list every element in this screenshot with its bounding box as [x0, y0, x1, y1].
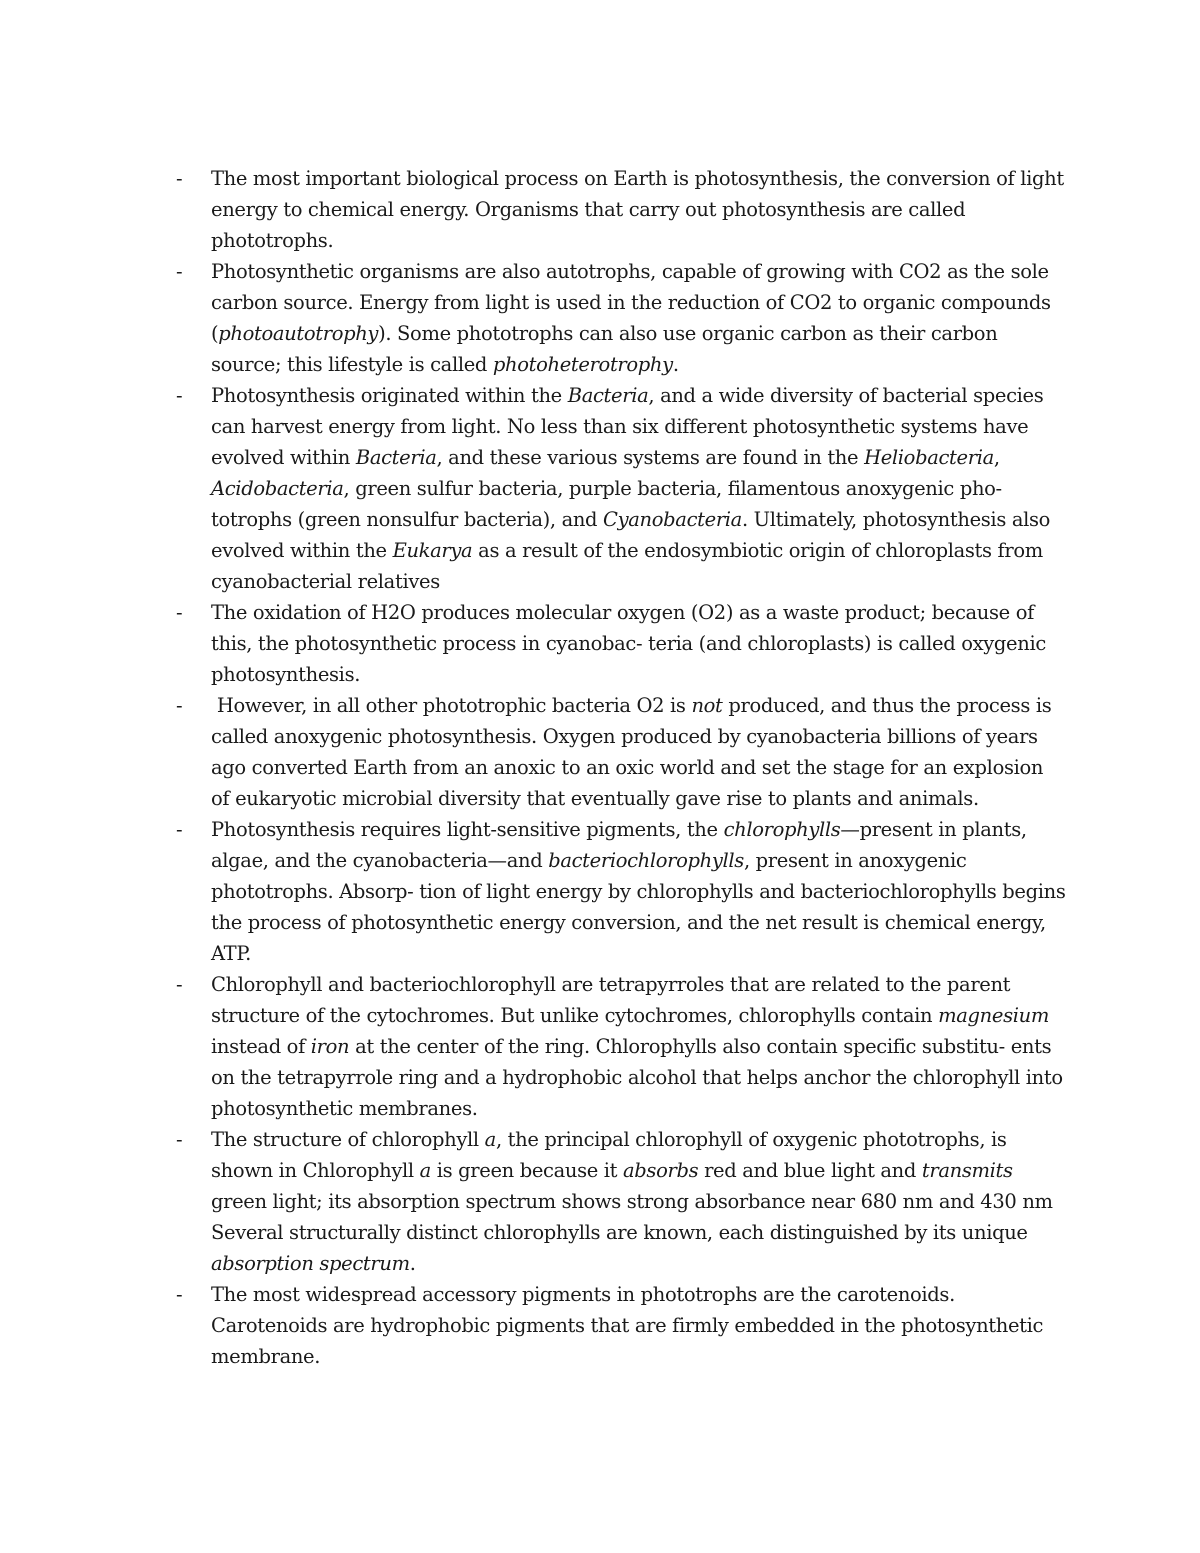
body-text: at the center of the ring. Chlorophylls also contain specific substitu- ents on the tetrapyrrole ring and a hydrophobic alcohol that helps anchor the chlorophyll into photosynthetic membranes. [211, 1035, 1069, 1120]
list-item [176, 1124, 1066, 1279]
body-text: . [672, 353, 679, 376]
bullet-dash: - [176, 818, 183, 841]
list-item [176, 380, 1066, 597]
italic-text: Cyanobacteria [603, 508, 742, 531]
list-item [176, 597, 1066, 690]
bullet-dash: - [176, 601, 183, 624]
italic-text: Bacteria [355, 446, 437, 469]
italic-text: transmits [921, 1159, 1013, 1182]
body-text: , [993, 446, 1006, 469]
body-text: Photosynthetic organisms are also autotrophs, capable of growing with CO2 as the sole carbon source. Energy from light is used in the reduction of CO2 to organic compounds ( [211, 260, 1057, 345]
body-text: . [409, 1252, 416, 1275]
body-text: , and these various systems are found in the [436, 446, 865, 469]
italic-text: iron [310, 1035, 350, 1058]
body-text: , the principal chlorophyll of oxygenic phototrophs, is shown in Chlorophyll [211, 1128, 1013, 1182]
list-item [176, 1279, 1066, 1372]
italic-text: absorbs [623, 1159, 699, 1182]
body-text: Photosynthesis requires light-sensitive pigments, the [211, 818, 724, 841]
body-text: is green because it [430, 1159, 624, 1182]
body-text: instead of [211, 1004, 1055, 1058]
italic-text: a [484, 1128, 496, 1151]
body-text: The most important biological process on Earth is photosynthesis, the conversion of light energy to chemical energy. Organisms that carry out photosynthesis are called phototrophs. [211, 167, 1070, 252]
list-item [176, 690, 1066, 814]
bullet-dash: - [176, 260, 183, 283]
italic-text: photoautotrophy [218, 322, 379, 345]
italic-text: Bacteria [567, 384, 649, 407]
bullet-dash: - [176, 384, 183, 407]
bullet-dash: - [176, 694, 183, 717]
body-text: , and a wide diversity of bacterial species can harvest energy from light. No less than six different photosynthetic systems have evolved within [211, 384, 1050, 469]
body-text: —present in plants, algae, and the cyanobacteria—and [211, 818, 1033, 872]
italic-text: Heliobacteria [864, 446, 994, 469]
body-text: produced, and thus the process is called anoxygenic photosynthesis. Oxygen produced by cyanobacteria billions of years ago converted Earth from an anoxic to an oxic world and set the stage for an explosion of eukaryotic microbial diversity that eventually gave rise to plants and animals. [211, 694, 1058, 810]
list-item [176, 163, 1070, 256]
bullet-dash: - [176, 973, 183, 996]
list-item [176, 969, 1069, 1124]
list-item [176, 814, 1072, 969]
italic-text: Acidobacteria [211, 477, 344, 500]
body-text: . Ultimately, photosynthesis also evolved within the [211, 508, 1056, 562]
italic-text: chlorophylls [723, 818, 841, 841]
body-text: Chlorophyll and bacteriochlorophyll are tetrapyrroles that are related to the parent structure of the cytochromes. But unlike cytochromes, chlorophylls contain [211, 973, 1017, 1027]
italic-text: magnesium [938, 1004, 1049, 1027]
body-text: The oxidation of H2O produces molecular oxygen (O2) as a waste product; because of this, the photosynthetic process in cyanobac- teria (and chloroplasts) is called oxygenic photosynthesis. [211, 601, 1052, 686]
body-text: green light; its absorption spectrum shows strong absorbance near 680 nm and 430 nm Several structurally distinct chlorophylls are known, each distinguished by its unique [211, 1159, 1065, 1244]
body-text: as a result of the endosymbiotic origin of chloroplasts from cyanobacterial relatives [211, 539, 1049, 593]
bullet-dash: - [176, 1128, 183, 1151]
italic-text: absorption spectrum [211, 1252, 410, 1275]
italic-text: Eukarya [392, 539, 473, 562]
body-text: The structure of chlorophyll [211, 1128, 485, 1151]
italic-text: not [691, 694, 723, 717]
italic-text: photoheterotrophy [492, 353, 673, 376]
body-text: , green sulfur bacteria, purple bacteria, filamentous anoxygenic pho- totrophs (green nonsulfur bacteria), and [211, 477, 1008, 531]
body-text: red and blue light and [698, 1159, 922, 1182]
list-item [176, 256, 1066, 380]
body-text: Photosynthesis originated within the [211, 384, 568, 407]
body-text: ). Some phototrophs can also use organic carbon as their carbon source; this lifestyle is called [211, 322, 1004, 376]
body-text: , present in anoxygenic phototrophs. Absorp- tion of light energy by chlorophylls and bacteriochlorophylls begins the process of photosynthetic energy conversion, and the net result is chemical energy, ATP. [211, 849, 1072, 965]
italic-text: bacteriochlorophylls [548, 849, 744, 872]
body-text: The most widespread accessory pigments in phototrophs are the carotenoids. Carotenoids are hydrophobic pigments that are firmly embedded in the photosynthetic membrane. [211, 1283, 1049, 1368]
italic-text: a [419, 1159, 431, 1182]
bullet-dash: - [176, 1283, 183, 1306]
body-text: However, in all other phototrophic bacteria O2 is [211, 694, 692, 717]
bullet-dash: - [176, 167, 183, 190]
bullet-list [176, 163, 1072, 1372]
